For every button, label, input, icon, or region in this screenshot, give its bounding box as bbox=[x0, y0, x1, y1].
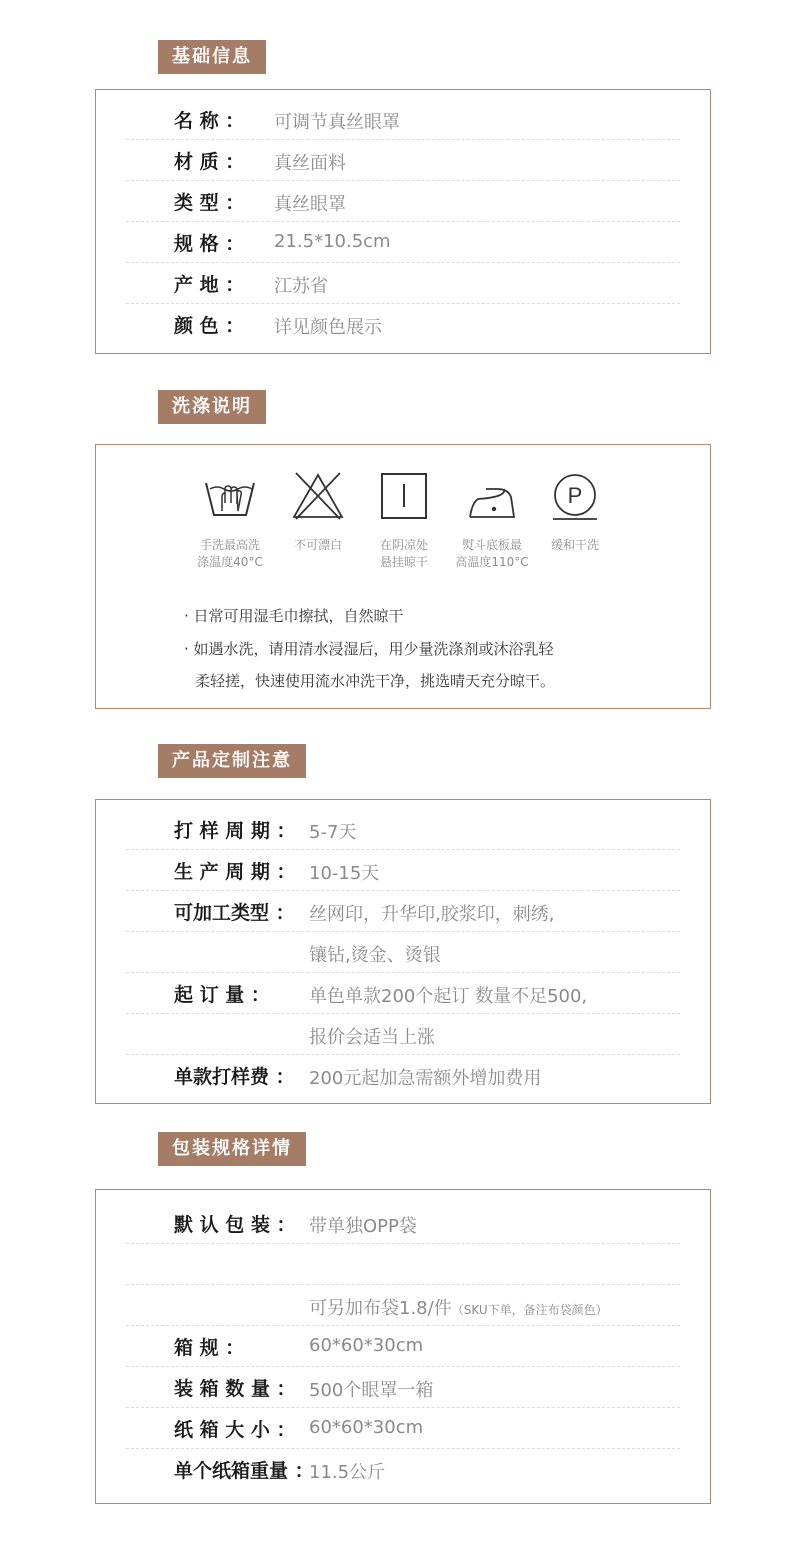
custom-row-process-types-cont bbox=[126, 931, 680, 973]
gentle-dry-clean-icon bbox=[547, 471, 603, 521]
row-value bbox=[309, 1294, 608, 1320]
row-label: 生 产 周 期 ： bbox=[174, 861, 296, 883]
row-value: 10-15天 bbox=[309, 863, 380, 884]
row-label: 单个纸箱重量 ： bbox=[174, 1460, 314, 1482]
section-heading-wash: 洗涤说明 bbox=[158, 390, 266, 424]
row-label: 颜 色 ： bbox=[174, 315, 245, 337]
row-label: 纸 箱 大 小 ： bbox=[174, 1419, 296, 1441]
info-row-type bbox=[126, 180, 680, 222]
row-value: 21.5*10.5cm bbox=[274, 231, 391, 252]
row-value: 单色单款200个起订 数量不足500, bbox=[309, 986, 588, 1007]
row-value: 200元起加急需额外增加费用 bbox=[309, 1068, 542, 1089]
custom-row-process-types bbox=[126, 890, 680, 932]
row-label: 箱 规 ： bbox=[174, 1337, 245, 1359]
row-value: 11.5公斤 bbox=[309, 1462, 386, 1483]
wash-box bbox=[95, 444, 711, 709]
row-label: 起 订 量 ： bbox=[174, 984, 270, 1006]
no-bleach-icon bbox=[290, 471, 346, 521]
pack-row-blank bbox=[126, 1243, 680, 1285]
pack-row-default bbox=[126, 1202, 680, 1244]
row-label: 名 称 ： bbox=[174, 110, 245, 132]
row-label: 材 质 ： bbox=[174, 151, 245, 173]
custom-row-moq-cont bbox=[126, 1013, 680, 1055]
info-row-color bbox=[126, 303, 680, 344]
row-label: 装 箱 数 量 ： bbox=[174, 1378, 296, 1400]
row-value: 丝网印，升华印,胶浆印，刺绣, bbox=[309, 904, 555, 925]
pack-row-carton-weight bbox=[126, 1448, 680, 1489]
row-value: 真丝面料 bbox=[274, 153, 346, 174]
row-label: 默 认 包 装 ： bbox=[174, 1214, 296, 1236]
wash-note-3: 柔轻搓，快速使用流水冲洗干净，挑选晴天充分晾干。 bbox=[195, 672, 556, 690]
row-label: 单款打样费 ： bbox=[174, 1066, 295, 1088]
pack-row-quantity bbox=[126, 1366, 680, 1408]
packaging-box bbox=[95, 1189, 711, 1504]
row-label: 可加工类型 ： bbox=[174, 902, 295, 924]
row-value: 报价会适当上涨 bbox=[309, 1027, 435, 1048]
care-caption: 缓和干洗 bbox=[550, 538, 599, 552]
line-dry-shade-icon bbox=[376, 471, 432, 521]
row-label: 类 型 ： bbox=[174, 192, 245, 214]
custom-row-production-period bbox=[126, 849, 680, 891]
row-value: 详见颜色展示 bbox=[274, 317, 382, 338]
row-value: 镶钻,烫金、烫银 bbox=[309, 945, 441, 966]
row-value: 500个眼罩一箱 bbox=[309, 1380, 434, 1401]
row-label: 规 格 ： bbox=[174, 233, 245, 255]
row-value: 60*60*30cm bbox=[309, 1417, 424, 1438]
row-value: 真丝眼罩 bbox=[274, 194, 346, 215]
care-caption: 熨斗底板最 高温度110°C bbox=[455, 538, 529, 569]
row-value: 可调节真丝眼罩 bbox=[274, 112, 400, 133]
row-value: 60*60*30cm bbox=[309, 1335, 424, 1356]
pack-row-cloth-bag bbox=[126, 1284, 680, 1326]
info-row-origin bbox=[126, 262, 680, 304]
custom-row-moq bbox=[126, 972, 680, 1014]
wash-note-2: · 如遇水洗，请用清水浸湿后，用少量洗涤剂或沐浴乳轻 bbox=[184, 640, 554, 658]
row-label: 产 地 ： bbox=[174, 274, 245, 296]
basic-info-box bbox=[95, 89, 711, 354]
pack-row-carton-size bbox=[126, 1407, 680, 1449]
info-row-material bbox=[126, 139, 680, 181]
section-heading-customization: 产品定制注意 bbox=[158, 744, 306, 778]
pack-row-carton-spec bbox=[126, 1325, 680, 1367]
row-label: 打 样 周 期 ： bbox=[174, 820, 296, 842]
row-value: 带单独OPP袋 bbox=[309, 1216, 417, 1237]
section-heading-basic-info: 基础信息 bbox=[158, 40, 266, 74]
iron-low-icon bbox=[464, 471, 520, 521]
custom-row-sample-period bbox=[126, 808, 680, 850]
cloth-bag-price: 可另加布袋1.8/件 bbox=[309, 1298, 452, 1319]
row-value: 江苏省 bbox=[274, 276, 328, 297]
section-heading-packaging: 包装规格详情 bbox=[158, 1132, 306, 1166]
care-caption: 手洗最高洗 涤温度40°C bbox=[197, 538, 263, 569]
care-caption: 在阴凉处 悬挂晾干 bbox=[379, 538, 428, 569]
cloth-bag-note: （SKU下单，备注布袋颜色） bbox=[451, 1303, 608, 1317]
info-row-name bbox=[126, 98, 680, 140]
hand-wash-icon bbox=[202, 471, 258, 521]
custom-row-sample-fee bbox=[126, 1054, 680, 1095]
row-value: 5-7天 bbox=[309, 822, 357, 843]
care-item-dry-clean bbox=[520, 471, 630, 554]
wash-note-1: · 日常可用湿毛巾擦拭，自然晾干 bbox=[184, 607, 404, 625]
care-caption: 不可漂白 bbox=[293, 538, 342, 552]
customization-box bbox=[95, 799, 711, 1104]
dry-clean-symbol: P bbox=[567, 483, 583, 508]
info-row-spec bbox=[126, 221, 680, 263]
